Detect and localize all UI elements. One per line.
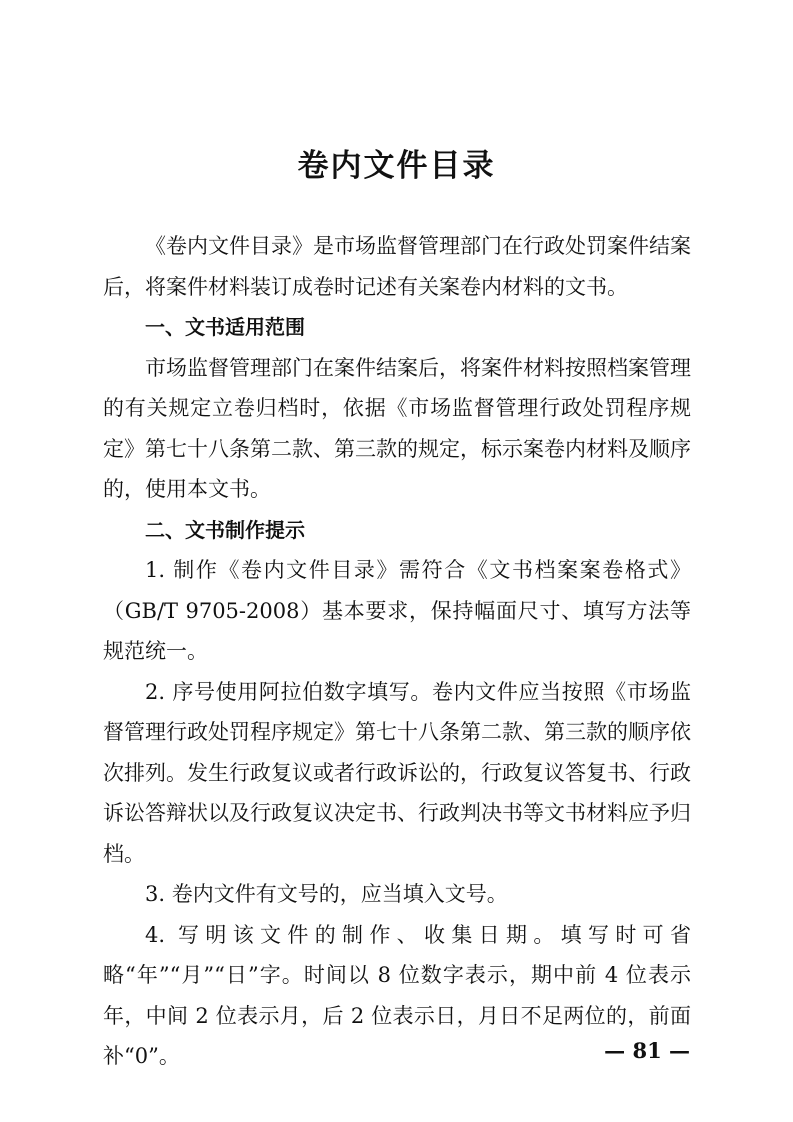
tip-item-1: 1. 制作《卷内文件目录》需符合《文书档案案卷格式》（GB/T 9705-2008）基本要求，保持幅面尺寸、填写方法等规范统一。 [103,558,691,663]
document-body [103,226,691,1077]
intro-paragraph: 《卷内文件目录》是市场监督管理部门在行政处罚案件结案后，将案件材料装订成卷时记述有关案卷内材料的文书。 [103,234,691,299]
section-heading-scope: 一、文书适用范围 [145,315,305,339]
tip-item-2: 2. 序号使用阿拉伯数字填写。卷内文件应当按照《市场监督管理行政处罚程序规定》第七十八条第二款、第三款的顺序依次排列。发生行政复议或者行政诉讼的，行政复议答复书、行政诉讼答辩状以及行政复议决定书、行政判决书等文书材料应予归档。 [103,679,691,866]
page-number: — 81 — [604,1038,690,1063]
tip-item-3: 3. 卷内文件有文号的，应当填入文号。 [145,882,508,906]
section-heading-tips: 二、文书制作提示 [145,517,305,542]
page-title: 卷内文件目录 [297,148,496,184]
scope-paragraph: 市场监督管理部门在案件结案后，将案件材料按照档案管理的有关规定立卷归档时，依据《市场监督管理行政处罚程序规定》第七十八条第二款、第三款的规定，标示案卷内材料及顺序的，使用本文书。 [103,355,691,501]
tip-item-4: 4. 写明该文件的制作、收集日期。填写时可省略“年”“月”“日”字。时间以 8 位数字表示，期中前 4 位表示年，中间 2 位表示月，后 2 位表示日，月日不足两位的，前面补“0”。 [103,922,691,1068]
